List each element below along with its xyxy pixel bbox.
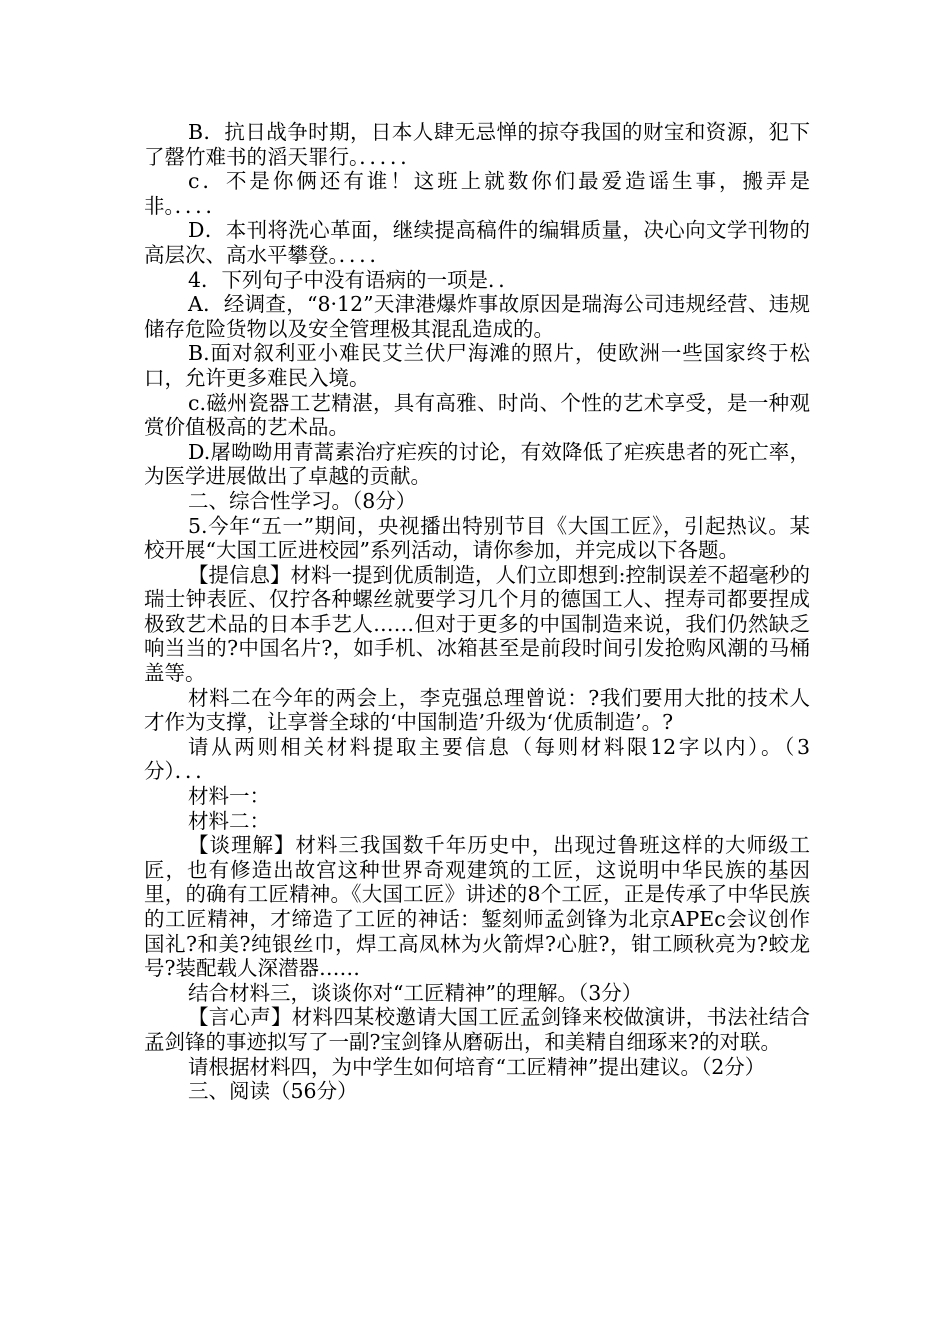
material-4: 【言心声】材料四某校邀请大国工匠孟剑锋来校做演讲，书法社结合孟剑锋的事迹拟写了一副?宝剑锋从磨砺出，和美精自细琢来?的对联。	[144, 1005, 810, 1054]
material-3: 【谈理解】材料三我国数千年历史中，出现过鲁班这样的大师级工匠，也有修造出故宫这种世界奇观建筑的工匠，这说明中华民族的基因里，的确有工匠精神。《大国工匠》讲述的8个工匠，正是传承了中华民族的工匠精神，才缔造了工匠的神话：錾刻师孟剑锋为北京APEc会议创作国礼?和美?纯银丝巾，焊工高凤林为火箭焊?心脏?，钳工顾秋亮为?蛟龙号?装配载人深潜器……	[144, 833, 810, 981]
option-b-grammar: B.面对叙利亚小难民艾兰伏尸海滩的照片，使欧洲一些国家终于松口，允许更多难民入境。	[144, 341, 810, 390]
document-page	[144, 120, 810, 1104]
material-1: 【提信息】材料一提到优质制造，人们立即想到:控制误差不超毫秒的瑞士钟表匠、仅拧各种螺丝就要学习几个月的德国工人、捏寿司都要捏成极致艺术品的日本手艺人……但对于更多的中国制造来说，我们仍然缺乏响当当的?中国名片?，如手机、冰箱甚至是前段时间引发抢购风潮的马桶盖等。	[144, 562, 810, 686]
extract-info-prompt: 请从两则相关材料提取主要信息（每则材料限12字以内）。（3分）．．．	[144, 734, 810, 784]
question-4: 4．下列句子中没有语病的一项是．．	[188, 267, 519, 292]
option-a-grammar: A．经调查，“8·12”天津港爆炸事故原因是瑞海公司违规经营、违规储存危险货物以及安全管理极其混乱造成的。	[144, 292, 810, 341]
option-c-idiom: c．不是你俩还有谁！这班上就数你们最爱造谣生事，搬弄是非。．．．．	[144, 169, 810, 218]
section-2-heading: 二、综合性学习。（8分）	[188, 488, 417, 513]
section-3-heading: 三、阅读（56分）	[188, 1079, 358, 1104]
understanding-prompt: 结合材料三，谈谈你对“工匠精神”的理解。（3分）	[188, 980, 643, 1005]
suggestion-prompt: 请根据材料四，为中学生如何培育“工匠精神”提出建议。（2分）	[188, 1054, 766, 1079]
option-c-grammar: c.磁州瓷器工艺精湛，具有高雅、时尚、个性的艺术享受，是一种观赏价值极高的艺术品。	[144, 390, 810, 440]
option-d-grammar: D.屠呦呦用青蒿素治疗疟疾的讨论，有效降低了疟疾患者的死亡率，为医学进展做出了卓越的贡献。	[144, 439, 810, 489]
material-1-answer-label: 材料一：	[188, 784, 270, 809]
material-2: 材料二在今年的两会上，李克强总理曾说：?我们要用大批的技术人才作为支撑，让享誉全球的‘中国制造’升级为‘优质制造’。?	[144, 685, 810, 735]
material-2-answer-label: 材料二：	[188, 808, 270, 833]
question-5: 5.今年“五一”期间，央视播出特别节目《大国工匠》，引起热议。某校开展“大国工匠进校园”系列活动，请你参加，并完成以下各题。	[144, 513, 810, 563]
option-d-idiom: D．本刊将洗心革面，继续提高稿件的编辑质量，决心向文学刊物的高层次、高水平攀登。．．．．	[144, 218, 810, 267]
option-b-idiom: B．抗日战争时期，日本人肆无忌惮的掠夺我国的财宝和资源，犯下了罄竹难书的滔天罪行。．．．．．	[144, 120, 810, 169]
